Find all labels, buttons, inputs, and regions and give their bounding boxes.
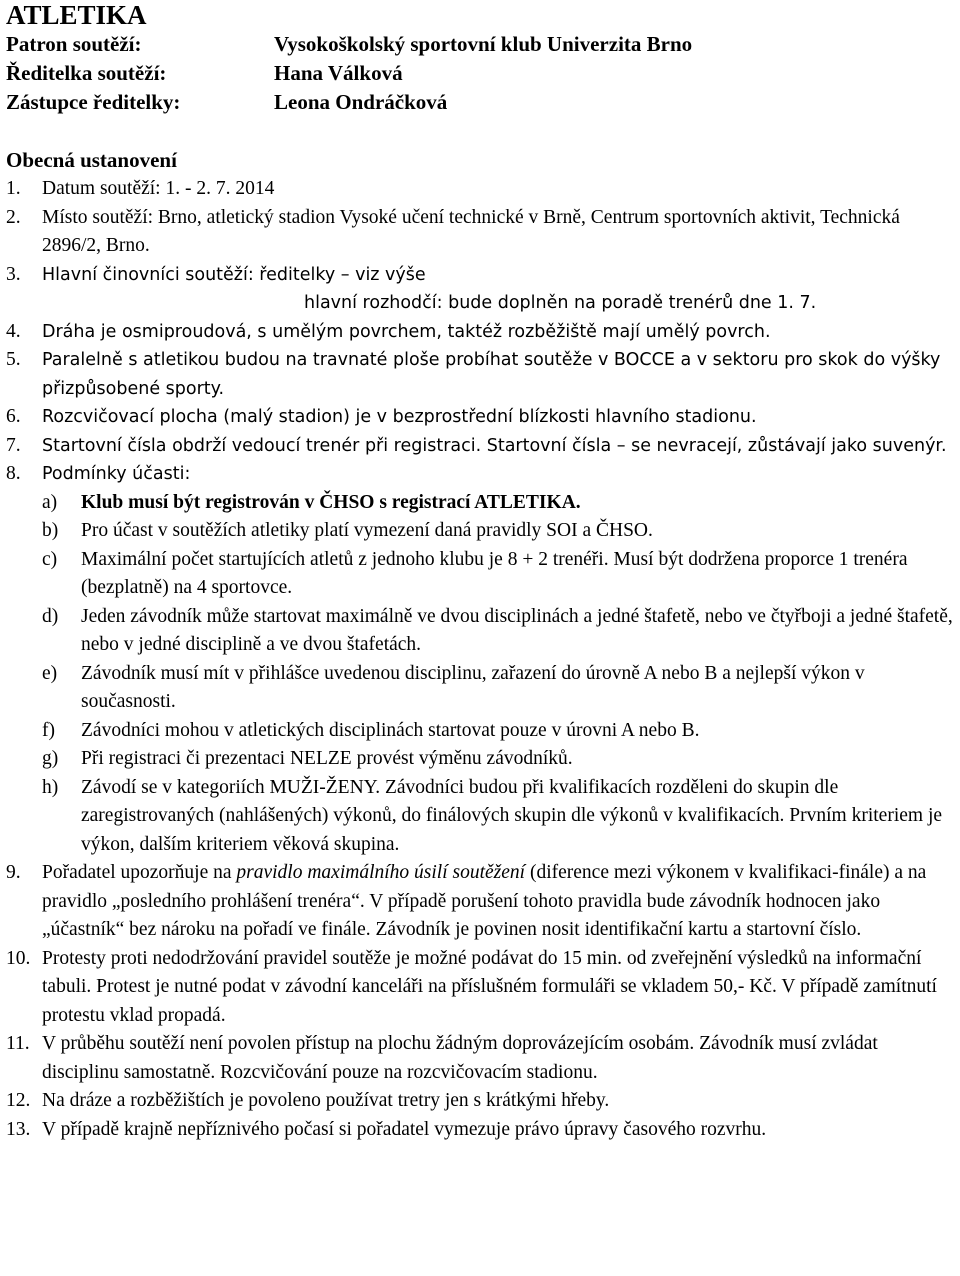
meta-block [6,30,956,117]
list-item [6,1116,956,1145]
document-page [6,0,956,1144]
item-text: Místo soutěží: Brno, atletický stadion Vysoké učení technické v Brně, Centrum sportovních aktivit, Technická 2896/2, Brno. [42,206,900,256]
item-number: 4. [6,320,21,342]
list-item [6,432,956,461]
item-text: Paralelně s atletikou budou na travnaté ploše probíhat soutěže v BOCCE a v sektoru pro skok do výšky přizpůsobené sporty. [42,350,941,399]
condition-item [6,489,956,518]
item9-pre: Pořadatel upozorňuje na [42,862,237,883]
condition-item [6,717,956,746]
item-number: 11. [6,1033,30,1054]
condition-letter: f) [42,719,55,741]
list-item [6,945,956,1031]
officials-directors: Hlavní činovníci soutěží: ředitelky – viz výše [42,264,426,285]
meta-value: Hana Válková [274,61,403,85]
condition-letter: e) [42,662,58,684]
item9-post: (diference mezi výkonem v kvalifikaci-finále) a na pravidlo „posledního prohlášení trenéra“. V případě porušení tohoto pravidla bude závodník hodnocen jako „účastník“ bez nároku na pořadí ve finále. Závodník je povinen nosit identifikační kartu a startovní číslo. [42,862,927,940]
condition-text: Závodník musí mít v přihlášce uvedenou disciplinu, zařazení do úrovně A nebo B a nejlepší výkon v současnosti. [81,662,865,712]
condition-text: Klub musí být registrován v ČHSO s registrací ATLETIKA. [81,491,581,513]
condition-letter: g) [42,748,59,769]
item-number: 13. [6,1118,31,1140]
list-item [6,204,956,261]
item-number: 5. [6,349,21,370]
item-number: 8. [6,463,21,484]
meta-label: Zástupce ředitelky: [6,90,181,114]
item-text [42,261,956,318]
condition-item [6,546,956,603]
condition-letter: c) [42,548,58,570]
condition-item [6,774,956,860]
conditions-list [6,489,956,860]
item9-italic: pravidlo maximálního úsilí soutěžení [236,862,526,883]
condition-letter: b) [42,520,59,541]
item-text: Dráha je osmiproudová, s umělým povrchem, taktéž rozběžiště mají umělý povrch. [42,321,771,342]
item-text: V případě krajně nepříznivého počasí si pořadatel vymezuje právo úpravy časového rozvrhu. [42,1118,767,1140]
condition-text: Závodníci mohou v atletických disciplinách startovat pouze v úrovni A nebo B. [81,719,700,741]
list-item [6,175,956,204]
condition-letter: d) [42,605,59,627]
item-text: Datum soutěží: 1. - 2. 7. 2014 [42,178,275,199]
condition-text: Maximální počet startujících atletů z jednoho klubu je 8 + 2 trenéři. Musí být dodržena proporce 1 trenéra (bezplatně) na 4 sportovce. [81,548,908,598]
list-item [6,261,956,318]
item-number: 2. [6,206,21,228]
list-item [6,460,956,489]
condition-text: Závodí se v kategoriích MUŽI-ŽENY. Závodníci budou při kvalifikacích rozděleni do skupin dle zaregistrovaných (nahlášených) výkonů, do finálových skupin dle výkonů v kvalifikacích. Prvním kriteriem je výkon, dalším kriteriem věková skupina. [81,776,943,855]
meta-row-director [6,59,956,88]
item-text: V průběhu soutěží není povolen přístup na plochu žádným doprovázejícím osobám. Závodník musí zvládat disciplinu samostatně. Rozcvičování pouze na rozcvičovacím stadionu. [42,1033,878,1083]
item-text: Protesty proti nedodržování pravidel soutěže je možné podávat do 15 min. od zveřejnění výsledků na informační tabuli. Protest je nutné podat v závodní kanceláři na příslušném formuláři se vkladem 50,- Kč. V případě zamítnutí protestu vklad propadá. [42,947,937,1026]
item-text: Na dráze a rozběžištích je povoleno používat tretry jen s krátkými hřeby. [42,1090,610,1111]
meta-value: Leona Ondráčková [274,90,448,114]
meta-label: Patron soutěží: [6,32,142,56]
item-number: 9. [6,862,21,883]
condition-item [6,603,956,660]
condition-item [6,517,956,546]
item-number: 12. [6,1090,31,1111]
item-text: Rozcvičovací plocha (malý stadion) je v bezprostřední blízkosti hlavního stadionu. [42,407,757,427]
item-number: 6. [6,406,21,427]
list-item [6,1087,956,1116]
condition-letter: a) [42,491,58,513]
item-text [42,859,956,945]
list-item [6,403,956,432]
item-number: 1. [6,178,21,199]
meta-value: Vysokoškolský sportovní klub Univerzita Brno [274,32,693,56]
list-item [6,859,956,945]
item-text: Podmínky účasti: [42,464,191,484]
officials-referee: hlavní rozhodčí: bude doplněn na poradě trenérů dne 1. 7. [304,293,817,313]
meta-row-deputy [6,88,956,117]
meta-row-patron [6,30,956,59]
item-text: Startovní čísla obdrží vedoucí trenér při registraci. Startovní čísla – se nevracejí, zůstávají jako suvenýr. [42,435,947,456]
condition-letter: h) [42,776,59,798]
list-item [6,346,956,403]
condition-text: Při registraci či prezentaci NELZE provést výměnu závodníků. [81,748,573,769]
document-title: ATLETIKA [6,0,147,30]
item-number: 10. [6,947,31,969]
section-heading: Obecná ustanovení [6,148,177,172]
list-item [6,1030,956,1087]
condition-item [6,660,956,717]
condition-item [6,745,956,774]
general-provisions-list [6,175,956,1144]
condition-text: Pro účast v soutěžích atletiky platí vymezení daná pravidly SOI a ČHSO. [81,520,653,541]
item-number: 7. [6,434,21,456]
meta-label: Ředitelka soutěží: [6,61,167,85]
list-item [6,318,956,347]
item-number: 3. [6,263,21,285]
condition-text: Jeden závodník může startovat maximálně ve dvou disciplinách a jedné štafetě, nebo ve čtyřboji a jedné štafetě, nebo v jedné disciplině a ve dvou štafetách. [81,605,953,655]
